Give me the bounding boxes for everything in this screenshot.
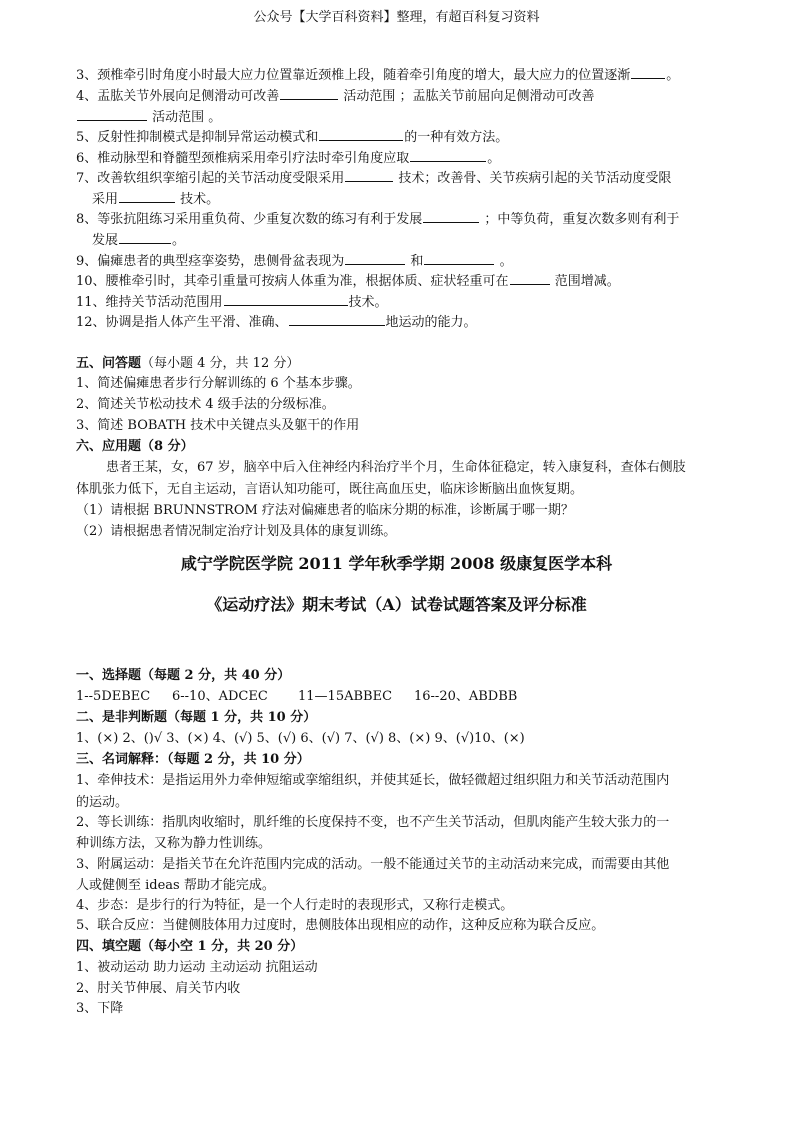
case-description-line-2: 体肌张力低下，无自主运动，言语认知功能可，既往高血压史，临床诊断脑出血恢复期。 bbox=[76, 482, 584, 497]
question-9: 9、偏瘫患者的典型痉挛姿势，患侧骨盆表现为 和 。 bbox=[76, 254, 513, 269]
answer-section-4-line: 1、被动运动 助力运动 主动运动 抗阻运动 bbox=[76, 960, 318, 975]
question-5: 5、反射性抑制模式是抑制异常运动模式和 的一种有效方法。 bbox=[76, 130, 509, 145]
answer-blank bbox=[424, 252, 494, 265]
answer-blank bbox=[289, 313, 385, 326]
answer-section-2-heading: 二、是非判断题（每题 1 分，共 10 分） bbox=[76, 710, 317, 725]
question-4: 4、盂肱关节外展向足侧滑动可改善 活动范围 ；盂肱关节前屈向足侧滑动可改善 bbox=[76, 89, 595, 104]
question-11: 11、维持关节活动范围用 技术。 bbox=[76, 295, 388, 310]
question-6: 6、椎动脉型和脊髓型颈椎病采用牵引疗法时牵引角度应取 。 bbox=[76, 151, 501, 166]
answer-section-3-line: 1、牵伸技术：是指运用外力牵伸短缩或挛缩组织，并使其延长，做轻微超过组织阻力和关节活动范围内 bbox=[76, 773, 670, 788]
answer-section-3-line: 人或健侧至 ideas 帮助才能完成。 bbox=[76, 878, 275, 893]
answer-section-3-line: 种训练方法，又称为静力性训练。 bbox=[76, 836, 272, 851]
page-header: 公众号【大学百科资料】整理，有超百科复习资料 bbox=[253, 10, 540, 25]
application-question-2: （2）请根据患者情况制定治疗计划及具体的康复训练。 bbox=[76, 524, 397, 539]
section-5-item-1: 1、简述偏瘫患者步行分解训练的 6 个基本步骤。 bbox=[76, 376, 361, 391]
answer-section-4-line: 2、肘关节伸展、肩关节内收 bbox=[76, 981, 241, 996]
answer-blank bbox=[631, 66, 665, 79]
answer-section-1-item: 11—15ABBEC bbox=[298, 689, 393, 704]
answer-blank bbox=[345, 169, 393, 182]
section-6-heading: 六、应用题（8 分） bbox=[76, 439, 194, 454]
answer-blank bbox=[510, 272, 550, 285]
answer-section-3-line: 3、附属运动：是指关节在允许范围内完成的活动。一般不能通过关节的主动活动来完成，而需要由其他 bbox=[76, 857, 670, 872]
answer-section-3-line: 2、等长训练：指肌肉收缩时，肌纤维的长度保持不变，也不产生关节活动，但肌肉能产生较大张力的一 bbox=[76, 815, 670, 830]
section-5-item-2: 2、简述关节松动技术 4 级手法的分级标准。 bbox=[76, 397, 335, 412]
answer-section-3-line: 5、联合反应：当健侧肢体用力过度时，患侧肢体出现相应的动作，这种反应称为联合反应。 bbox=[76, 918, 605, 933]
answer-key-title-line-2: 《运动疗法》期末考试（A）试卷试题答案及评分标准 bbox=[206, 595, 587, 614]
answer-section-4-line: 3、下降 bbox=[76, 1001, 124, 1016]
answer-blank bbox=[410, 149, 486, 162]
answer-section-1-item: 16--20、ABDBB bbox=[414, 689, 518, 704]
question-3: 3、颈椎牵引时角度小时最大应力位置靠近颈椎上段，随着牵引角度的增大，最大应力的位置逐渐 。 bbox=[76, 68, 680, 83]
case-description-line-1: 患者王某，女，67 岁，脑卒中后入住神经内科治疗半个月，生命体征稳定，转入康复科，查体右侧肢 bbox=[106, 460, 686, 475]
answer-blank bbox=[119, 231, 171, 244]
answer-section-2-line: 1、(×) 2、()√ 3、(×) 4、(√) 5、(√) 6、(√) 7、(√) 8、(×) 9、(√)10、(×) bbox=[76, 731, 525, 746]
section-5-heading: 五、问答题（每小题 4 分，共 12 分） bbox=[76, 356, 300, 371]
answer-blank bbox=[224, 293, 348, 306]
application-question-1: （1）请根据 BRUNNSTROM 疗法对偏瘫患者的临床分期的标准，诊断属于哪一期？ bbox=[76, 503, 574, 518]
question-4-continued: 活动范围 。 bbox=[76, 108, 221, 126]
answer-blank bbox=[423, 210, 479, 223]
question-8: 8、等张抗阻练习采用重负荷、少重复次数的练习有利于发展 ；中等负荷，重复次数多则有利于 bbox=[76, 212, 680, 227]
answer-section-1-heading: 一、选择题（每题 2 分，共 40 分） bbox=[76, 668, 291, 683]
answer-blank bbox=[119, 190, 175, 203]
answer-key-title-line-1: 咸宁学院医学院 2011 学年秋季学期 2008 级康复医学本科 bbox=[180, 554, 613, 573]
answer-section-3-line: 的运动。 bbox=[76, 795, 129, 810]
answer-blank bbox=[280, 87, 338, 100]
question-12: 12、协调是指人体产生平滑、准确、 地运动的能力。 bbox=[76, 315, 477, 330]
answer-section-1-item: 6--10、ADCEC bbox=[172, 689, 268, 704]
answer-section-3-heading: 三、名词解释：（每题 2 分，共 10 分） bbox=[76, 752, 310, 767]
section-5-item-3: 3、简述 BOBATH 技术中关键点头及躯干的作用 bbox=[76, 418, 360, 433]
question-10: 10、腰椎牵引时，其牵引重量可按病人体重为准，根据体质、症状轻重可在 范围增减。 bbox=[76, 274, 620, 289]
answer-blank bbox=[77, 108, 147, 121]
answer-section-4-heading: 四、填空题（每小空 1 分，共 20 分） bbox=[76, 939, 304, 954]
question-8-continued: 发展 。 bbox=[92, 233, 186, 248]
answer-blank bbox=[319, 128, 403, 141]
answer-section-1-item: 1--5DEBEC bbox=[76, 689, 151, 704]
question-7: 7、改善软组织挛缩引起的关节活动度受限采用 技术；改善骨、关节疾病引起的关节活动度受限 bbox=[76, 171, 672, 186]
answer-section-3-line: 4、步态：是步行的行为特征，是一个人行走时的表现形式，又称行走模式。 bbox=[76, 898, 514, 913]
answer-blank bbox=[345, 252, 405, 265]
question-7-continued: 采用 技术。 bbox=[92, 192, 220, 207]
